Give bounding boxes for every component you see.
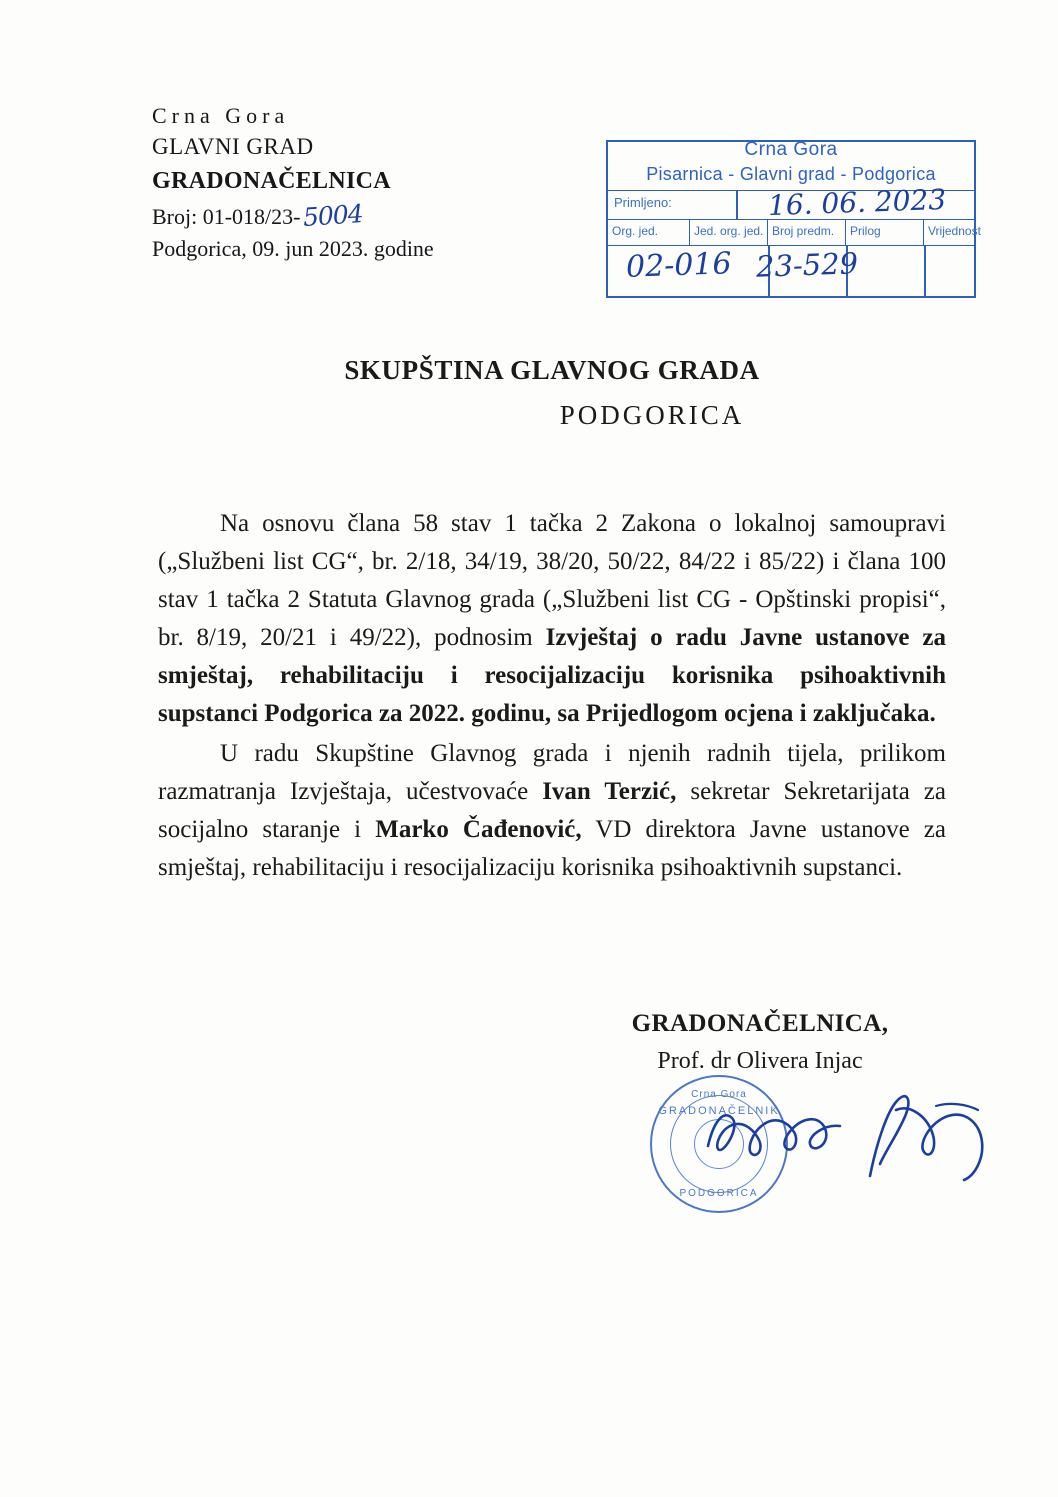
reception-stamp-title: Crna Gora [744,139,838,160]
letterhead-office: GRADONAČELNICA [152,167,391,194]
signature-block [560,1010,960,1075]
reception-stamp-col-prilog: Prilog [846,220,924,245]
addressee-line-2: PODGORICA [559,400,745,430]
document-body [158,505,946,887]
reception-stamp-received-date: 16. 06. 2023 [767,182,947,223]
letterhead-city: GLAVNI GRAD [152,134,314,160]
body-paragraph-2 [158,735,946,887]
body-paragraph-2-name-2: Marko Čađenović, [375,816,582,843]
reception-stamp-col-org-jed: Org. jed. [608,220,690,245]
letterhead [152,100,582,265]
reception-stamp [606,139,981,298]
letterhead-number-label: Broj: 01-018/23- [152,203,301,229]
official-seal-text-bottom: PODGORICA [679,1188,759,1199]
reception-stamp-subtitle: Pisarnica - Glavni grad - Podgorica [646,164,936,184]
reception-stamp-col-jed-org-jed: Jed. org. jed. [690,220,768,245]
reception-stamp-org-value: 02-016 [625,246,733,285]
addressee-line-1: SKUPŠTINA GLAVNOG GRADA [344,355,760,385]
reception-stamp-divider [736,191,738,219]
body-paragraph-1-text: Na osnovu člana 58 stav 1 tačka 2 Zakona o lokalnoj samoupravi („Službeni list CG“, br. 2/18, 34/19, 38/20, 50/22, 84/22 i 85/22) i člana 100 stav 1 tačka 2 Statuta Glavnog grada („Službeni list CG - Opštinski propisi“, br. 8/19, 20/21 i 49/22), podnosim [158,510,946,651]
official-seal-text-top: Crna Gora [691,1089,747,1100]
reception-stamp-col-broj-predm: Broj predm. [768,220,846,245]
signature-title: GRADONAČELNICA, [631,1010,889,1037]
official-seal-core [694,1119,744,1169]
letterhead-place-date: Podgorica, 09. jun 2023. godine [152,236,434,262]
official-seal-icon [650,1075,788,1213]
body-paragraph-2-text-1: U radu Skupštine Glavnog grada i njenih radnih tijela, prilikom razmatranja Izvještaja, učestvovaće [158,740,946,805]
addressee-block [152,355,952,431]
body-paragraph-2-text-3: VD direktora Javne ustanove za smještaj, rehabilitaciju i resocijalizaciju korisnika psihoaktivnih supstanci. [158,816,946,881]
reception-stamp-col-vrijednost: Vrijednost [928,224,981,238]
signature-name: Prof. dr Olivera Injac [657,1048,863,1074]
body-paragraph-1 [158,505,946,733]
body-paragraph-2-name-1: Ivan Terzić, [542,778,677,805]
reception-stamp-received-label: Primljeno: [614,195,672,210]
official-seal-text-mid: GRADONAČELNIK [658,1105,780,1117]
body-paragraph-1-bold: Izvještaj o radu Javne ustanove za smještaj, rehabilitaciju i resocijalizaciju korisnika psihoaktivnih supstanci Podgorica za 2022. godinu, sa Prijedlogom ocjena i zaključaka. [158,624,946,727]
reception-stamp-vline-3 [924,246,926,298]
reception-stamp-header-row [608,220,981,246]
reception-stamp-broj-value: 23-529 [755,246,859,284]
body-paragraph-2-text-2: sekretar Sekretarijata za socijalno staranje i [158,778,946,843]
letterhead-number [152,198,582,234]
letterhead-number-handwritten: 5004 [301,198,364,233]
letterhead-country: Crna Gora [152,103,290,128]
